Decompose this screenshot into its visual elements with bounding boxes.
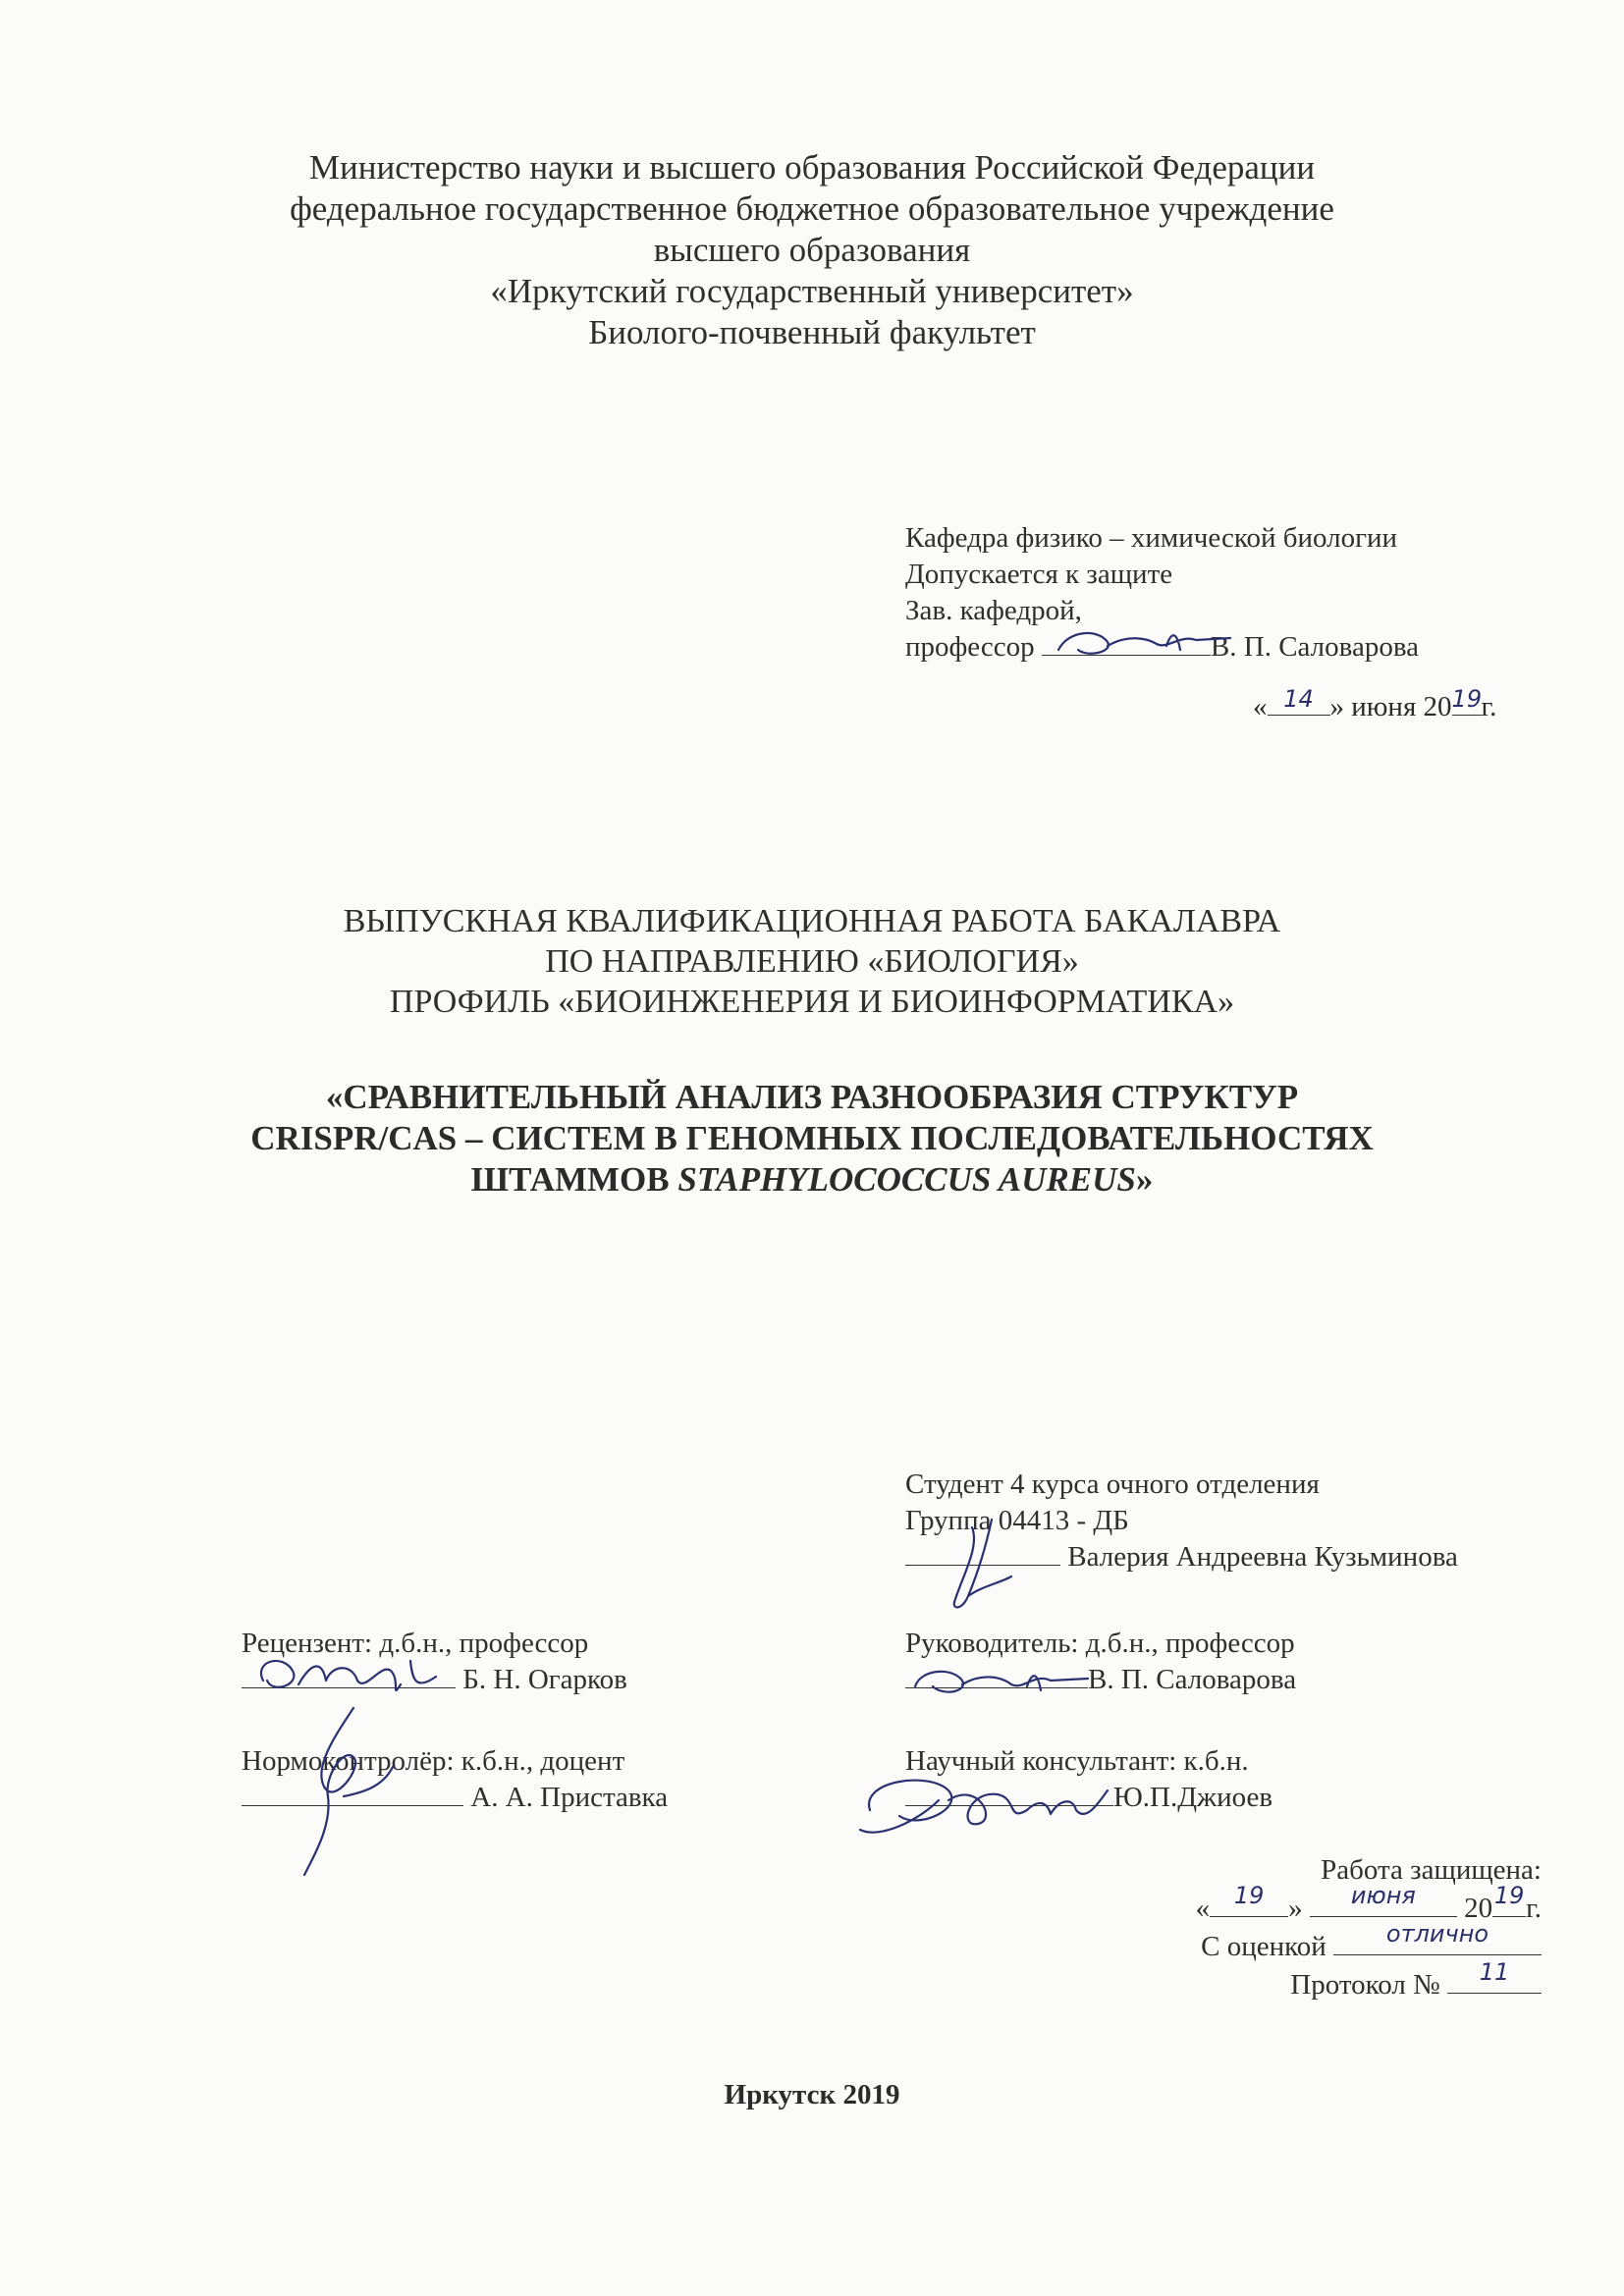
institution-type-line: федеральное государственное бюджетное образовательное учреждение (290, 189, 1334, 228)
ministry-line: Министерство науки и высшего образования Российской Федерации (308, 148, 1316, 187)
work-type-line-1: ВЫПУСКНАЯ КВАЛИФИКАЦИОННАЯ РАБОТА БАКАЛАВРА (343, 903, 1281, 939)
consultant-block (905, 1743, 1272, 1816)
defense-month-field (1310, 1882, 1457, 1917)
grade-field (1333, 1920, 1542, 1955)
education-level-line: высшего образования (653, 231, 971, 269)
topic-line-2: CRISPR/CAS – СИСТЕМ В ГЕНОМНЫХ ПОСЛЕДОВАТЕЛЬНОСТЯХ (250, 1119, 1374, 1157)
approval-date (1253, 687, 1496, 723)
faculty-line: Биолого-почвенный факультет (588, 313, 1036, 351)
norm-control-name: А. А. Приставка (470, 1782, 669, 1813)
student-signature-line (905, 1539, 1573, 1575)
head-position: профессор (905, 631, 1035, 663)
approval-month: » июня 20 (1329, 691, 1452, 722)
reviewer-block (242, 1626, 627, 1698)
defended-label: Работа защищена: (1321, 1854, 1542, 1886)
supervisor-block (905, 1626, 1296, 1698)
head-line: Зав. кафедрой, (905, 595, 1082, 626)
protocol-number: 11 (1479, 1958, 1510, 1986)
student-signature-blank (905, 1539, 1060, 1566)
approval-day-field (1268, 687, 1330, 716)
student-group: Группа 04413 - ДБ (905, 1505, 1129, 1536)
reviewer-signature-line (242, 1662, 627, 1698)
approval-year-field (1452, 687, 1482, 716)
supervisor-signature-line (905, 1662, 1296, 1698)
head-signature-blank (1042, 629, 1211, 656)
approval-year: 19 (1451, 685, 1483, 713)
norm-control-role: Нормоконтролёр: к.б.н., доцент (242, 1745, 625, 1777)
protocol-label: Протокол № (1290, 1969, 1440, 2001)
reviewer-role: Рецензент: д.б.н., профессор (242, 1628, 589, 1659)
defense-year-suffix: г. (1526, 1893, 1542, 1924)
student-name: Валерия Андреевна Кузьминова (1067, 1541, 1458, 1573)
defense-month: июня (1350, 1882, 1416, 1909)
reviewer-name: Б. Н. Огарков (462, 1664, 627, 1695)
norm-control-signature-blank (242, 1780, 463, 1806)
work-type-block (0, 901, 1624, 1022)
student-course: Студент 4 курса очного отделения (905, 1468, 1320, 1500)
topic-line-1: «СРАВНИТЕЛЬНЫЙ АНАЛИЗ РАЗНООБРАЗИЯ СТРУКТУР (325, 1078, 1299, 1116)
department-line: Кафедра физико – химической биологии (905, 522, 1398, 554)
topic-line-3-suffix: » (1135, 1160, 1154, 1199)
approval-year-suffix: г. (1481, 691, 1497, 722)
student-block (905, 1467, 1573, 1575)
defense-date-close-quote: » (1288, 1893, 1303, 1924)
defense-day-field (1210, 1882, 1288, 1917)
university-line: «Иркутский государственный университет» (490, 272, 1134, 310)
norm-control-block (242, 1743, 668, 1816)
approval-day: 14 (1283, 685, 1314, 713)
consultant-name: Ю.П.Джиоев (1113, 1782, 1273, 1813)
grade-value: отлично (1385, 1920, 1489, 1948)
consultant-signature-line (905, 1780, 1272, 1816)
approval-block (905, 520, 1553, 666)
grade-label: С оценкой (1201, 1931, 1326, 1962)
work-type-line-2: ПО НАПРАВЛЕНИЮ «БИОЛОГИЯ» (545, 943, 1079, 980)
protocol-field (1447, 1958, 1542, 1994)
reviewer-signature-blank (242, 1662, 456, 1688)
defense-year-field (1492, 1882, 1526, 1917)
admitted-line: Допускается к защите (905, 559, 1173, 590)
topic-line-3-prefix: ШТАММОВ (470, 1160, 678, 1199)
work-type-line-3: ПРОФИЛЬ «БИОИНЖЕНЕРИЯ И БИОИНФОРМАТИКА» (389, 984, 1235, 1020)
topic-line-3 (0, 1159, 1624, 1201)
date-open-quote: « (1253, 691, 1268, 722)
city-year: Иркутск 2019 (724, 2079, 900, 2110)
consultant-signature-blank (905, 1780, 1113, 1806)
defense-year-prefix: 20 (1464, 1893, 1493, 1924)
institution-header (0, 147, 1624, 353)
supervisor-signature-blank (905, 1662, 1088, 1688)
supervisor-role: Руководитель: д.б.н., профессор (905, 1628, 1295, 1659)
defense-date-open-quote: « (1195, 1893, 1211, 1924)
defense-day: 19 (1233, 1882, 1265, 1909)
supervisor-name: В. П. Саловарова (1088, 1664, 1297, 1695)
consultant-role: Научный консультант: к.б.н. (905, 1745, 1249, 1777)
head-signature-line (905, 629, 1553, 666)
thesis-topic (0, 1077, 1624, 1201)
defense-year: 19 (1493, 1882, 1525, 1909)
head-name: В. П. Саловарова (1210, 631, 1419, 663)
protocol-line (1090, 1958, 1542, 2003)
norm-control-signature-line (242, 1780, 668, 1816)
species-name: STAPHYLOCOCCUS AUREUS (677, 1160, 1136, 1199)
defense-result-block (1090, 1851, 1542, 2003)
